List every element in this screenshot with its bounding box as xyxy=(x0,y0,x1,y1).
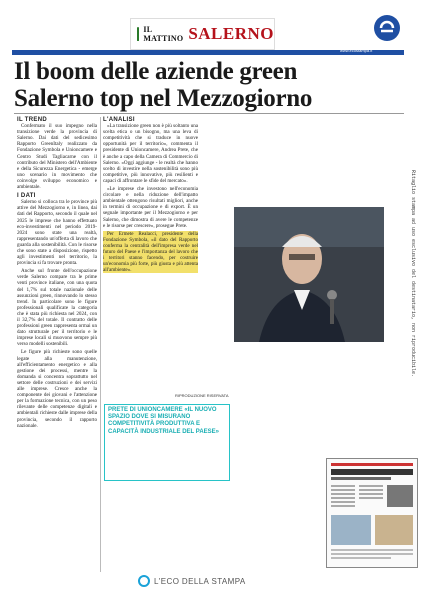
footer-brand xyxy=(138,574,278,588)
page-thumbnail[interactable] xyxy=(326,458,418,568)
paragraph: «Le imprese che investono nell'economia circolare e nella riduzione dell'impatto ambientale ottengono risultati migliori, anche in termini di occupazione e di export. È un segnale importante per il Mezzogiorno e per Salerno, che dimostra di avere le competenze e le risorse per crescere», prosegue Prete. xyxy=(103,186,198,229)
paragraph: Salerno si colloca tra le province più attive del Mezzogiorno e, in linea, dai dati del Rapporto, secondo il quale nel 2025 le imprese che hanno effettuato eco-investimenti nel periodo 2019-2024 sono state una realtà, rappresentando un'offerta di lavoro che guarda alla sostenibilità. Con le risorse che sono state a disposizione, rispetto agli investimenti nel territorio, la provincia si fa trovare pronta. xyxy=(17,199,97,267)
headline xyxy=(14,58,314,112)
section-heading-trend: IL TREND xyxy=(17,117,47,123)
paragraph: Confermato il suo impegno nella transizione verde la provincia di Salerno. Dai dati del sedicesimo Rapporto GreenItaly realizzato da Fondazione Symbola e Unioncamere e Centro Studi Tagliacarne con il contributo del Ministero dell'Ambiente e della Sicurezza Energetica - emerge uno scenario in movimento che coinvolge sviluppo economico e ambientale. xyxy=(17,123,97,191)
thumbnail-preview xyxy=(327,459,417,567)
newspaper-logo-icon xyxy=(137,27,139,41)
paragraph: «La transizione green non è più soltanto una scelta etica o un bisogno, ma una leva di competitività che si traduce in nuove opportunità per il territorio», commenta il presidente di Unioncamere, Andrea Prete, che è anche a capo della Camera di Commercio di Salerno. «Oggi aggiunge - le realtà che hanno scelto di investire nella sostenibilità sono più competitive, più innovative, più resilienti e capaci di affrontare le sfide del mercato». xyxy=(103,123,198,184)
ecostampa-logo-icon xyxy=(373,14,401,42)
paragraph: Anche sul fronte dell'occupazione verde Salerno compare tra le prime venti province italiane, con una quota del 1,7% sul totale nazionale delle assunzioni green, rinnovando lo stesso trend. In particolare sono le figure professionali qualificate la categoria che è stata più richiesta nel 2024, con il 32,7% del totale. Il contratto delle professioni green rappresenta ormai un dato strutturale per il territorio e le imprese locali si muovono sempre più verso modelli sostenibili. xyxy=(17,268,97,348)
portrait-photo xyxy=(234,207,384,342)
article-column-1 xyxy=(17,117,97,431)
footer-brand-text: L'ECO DELLA STAMPA xyxy=(154,576,246,586)
eco-stampa-mark-icon xyxy=(138,575,150,587)
headline-divider xyxy=(14,113,404,114)
speaker-photo-illustration xyxy=(234,207,384,342)
headline-line-2: Salerno top nel Mezzogiorno xyxy=(14,85,313,112)
site-tag: www.ecostampa.it xyxy=(340,48,373,53)
section-heading-data: I DATI xyxy=(17,193,36,200)
highlighted-paragraph: Per Ermete Realacci, presidente della Fondazione Symbola, «il dato del Rapporto conferma la centralità dell'impresa verde nel futuro del Paese e l'importanza del lavoro che i territori stanno facendo, per costruire un'economia più forte, più giusta e più attenta all'ambiente». xyxy=(103,230,198,274)
pull-quote-text: PRETE DI UNIONCAMERE «IL NUOVO SPAZIO DOVE SI MISURANO COMPETITIVITÀ PRODUTTIVA E CAPACITÀ INDUSTRIALE DEL PAESE» xyxy=(108,407,220,435)
column-divider xyxy=(100,117,101,572)
section-heading-analysis: L'ANALISI xyxy=(103,117,135,123)
headline-line-1: Il boom delle aziende green xyxy=(14,58,298,85)
paragraph: Le figure più richieste sono quelle legate alla manutenzione, all'efficientamento energetico e alla gestione dei processi, mentre la domanda si concentra soprattutto nel settore delle costruzioni e dei servizi alle imprese. Cresce anche la componente dei giovani e l'attenzione per la formazione tecnica, con un peso rilevante delle competenze digitali e ambientali richieste dalle imprese della provincia, secondo il rapporto nazionale. xyxy=(17,349,97,429)
article-column-2 xyxy=(103,117,198,275)
byline: RIPRODUZIONE RISERVATA xyxy=(175,393,229,398)
edition-name: SALERNO xyxy=(188,24,274,43)
masthead xyxy=(130,18,275,50)
publisher-name: IL MATTINO xyxy=(143,25,184,43)
copyright-side-text: Ritaglio stampa ad uso esclusivo del destinatario, non riproducibile. xyxy=(410,170,416,378)
